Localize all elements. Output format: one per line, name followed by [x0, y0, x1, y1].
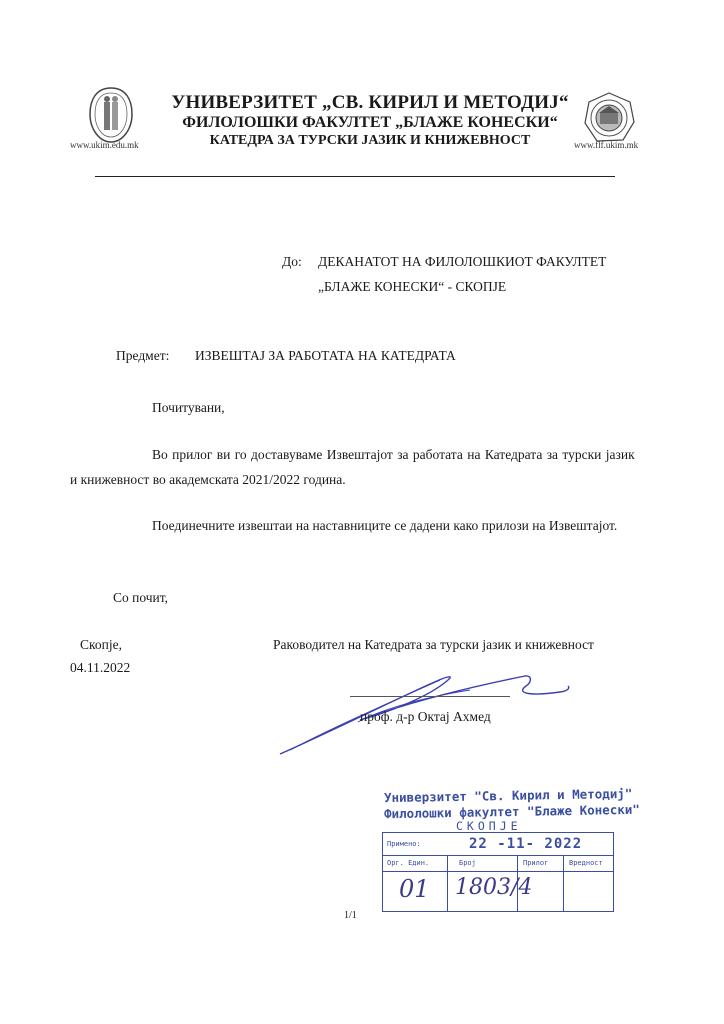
- faculty-url: www.flf.ukim.mk: [574, 140, 639, 150]
- university-name: УНИВЕРЗИТЕТ „СВ. КИРИЛ И МЕТОДИЈ“: [171, 92, 569, 113]
- stamp-divider: [447, 856, 448, 911]
- greeting: Почитувани,: [152, 400, 225, 415]
- subject-text: ИЗВЕШТАЈ ЗА РАБОТАТА НА КАТЕДРАТА: [195, 348, 456, 363]
- city: Скопје,: [80, 637, 122, 652]
- document-date: 04.11.2022: [70, 660, 131, 675]
- department-name: КАТЕДРА ЗА ТУРСКИ ЈАЗИК И КНИЖЕВНОСТ: [209, 133, 531, 148]
- stamp-handwritten-number: 1803/4: [455, 875, 533, 900]
- stamp-university: Универзитет "Св. Кирил и Методиј": [383, 785, 633, 806]
- stamp-received-row: [383, 833, 613, 856]
- university-seal-logo: [86, 86, 136, 144]
- stamp-col-number: Број: [459, 859, 476, 867]
- signatory-name: проф. д-р Октај Ахмед: [360, 709, 491, 724]
- stamp-handwritten-unit: 01: [399, 875, 430, 903]
- stamp-received-date: 22 -11- 2022: [469, 836, 583, 852]
- recipient-line-1: ДЕКАНАТОТ НА ФИЛОЛОШКИОТ ФАКУЛТЕТ: [318, 254, 607, 269]
- department-head-title: Раководител на Катедрата за турски јазик и книжевност: [273, 637, 594, 652]
- page-number: 1/1: [344, 910, 357, 921]
- stamp-received-label: Примено:: [387, 840, 421, 848]
- stamp-grid: [382, 832, 614, 912]
- university-url: www.ukim.edu.mk: [70, 140, 139, 150]
- recipient-label: До:: [282, 254, 302, 269]
- signature-line: [350, 696, 510, 697]
- header-divider: [95, 176, 615, 177]
- recipient-line-2: „БЛАЖЕ КОНЕСКИ“ - СКОПЈЕ: [318, 279, 507, 294]
- stamp-city: СКОПЈЕ: [456, 819, 522, 833]
- closing-text: Со почит,: [113, 590, 169, 605]
- faculty-name: ФИЛОЛОШКИ ФАКУЛТЕТ „БЛАЖЕ КОНЕСКИ“: [182, 114, 558, 131]
- stamp-faculty: Филолошки факултет "Блаже Конески": [383, 801, 640, 822]
- stamp-col-unit: Орг. Един.: [387, 859, 430, 867]
- stamp-divider: [563, 856, 564, 911]
- stamp-col-attachment: Прилог: [523, 859, 549, 867]
- faculty-emblem-logo: [583, 92, 635, 144]
- paragraph-2: Поединечните извештаи на наставниците се дадени како прилози на Извештајот.: [152, 518, 618, 533]
- registry-stamp: [366, 785, 640, 918]
- paragraph-1-line-2: и книжевност во академската 2021/2022 година.: [70, 472, 346, 487]
- stamp-header-row: [383, 856, 613, 872]
- stamp-col-value: Вредност: [569, 859, 603, 867]
- subject-label: Предмет:: [116, 348, 170, 363]
- paragraph-1-line-1: Во прилог ви го доставуваме Извештајот за работата на Катедрата за турски јазик: [152, 447, 635, 462]
